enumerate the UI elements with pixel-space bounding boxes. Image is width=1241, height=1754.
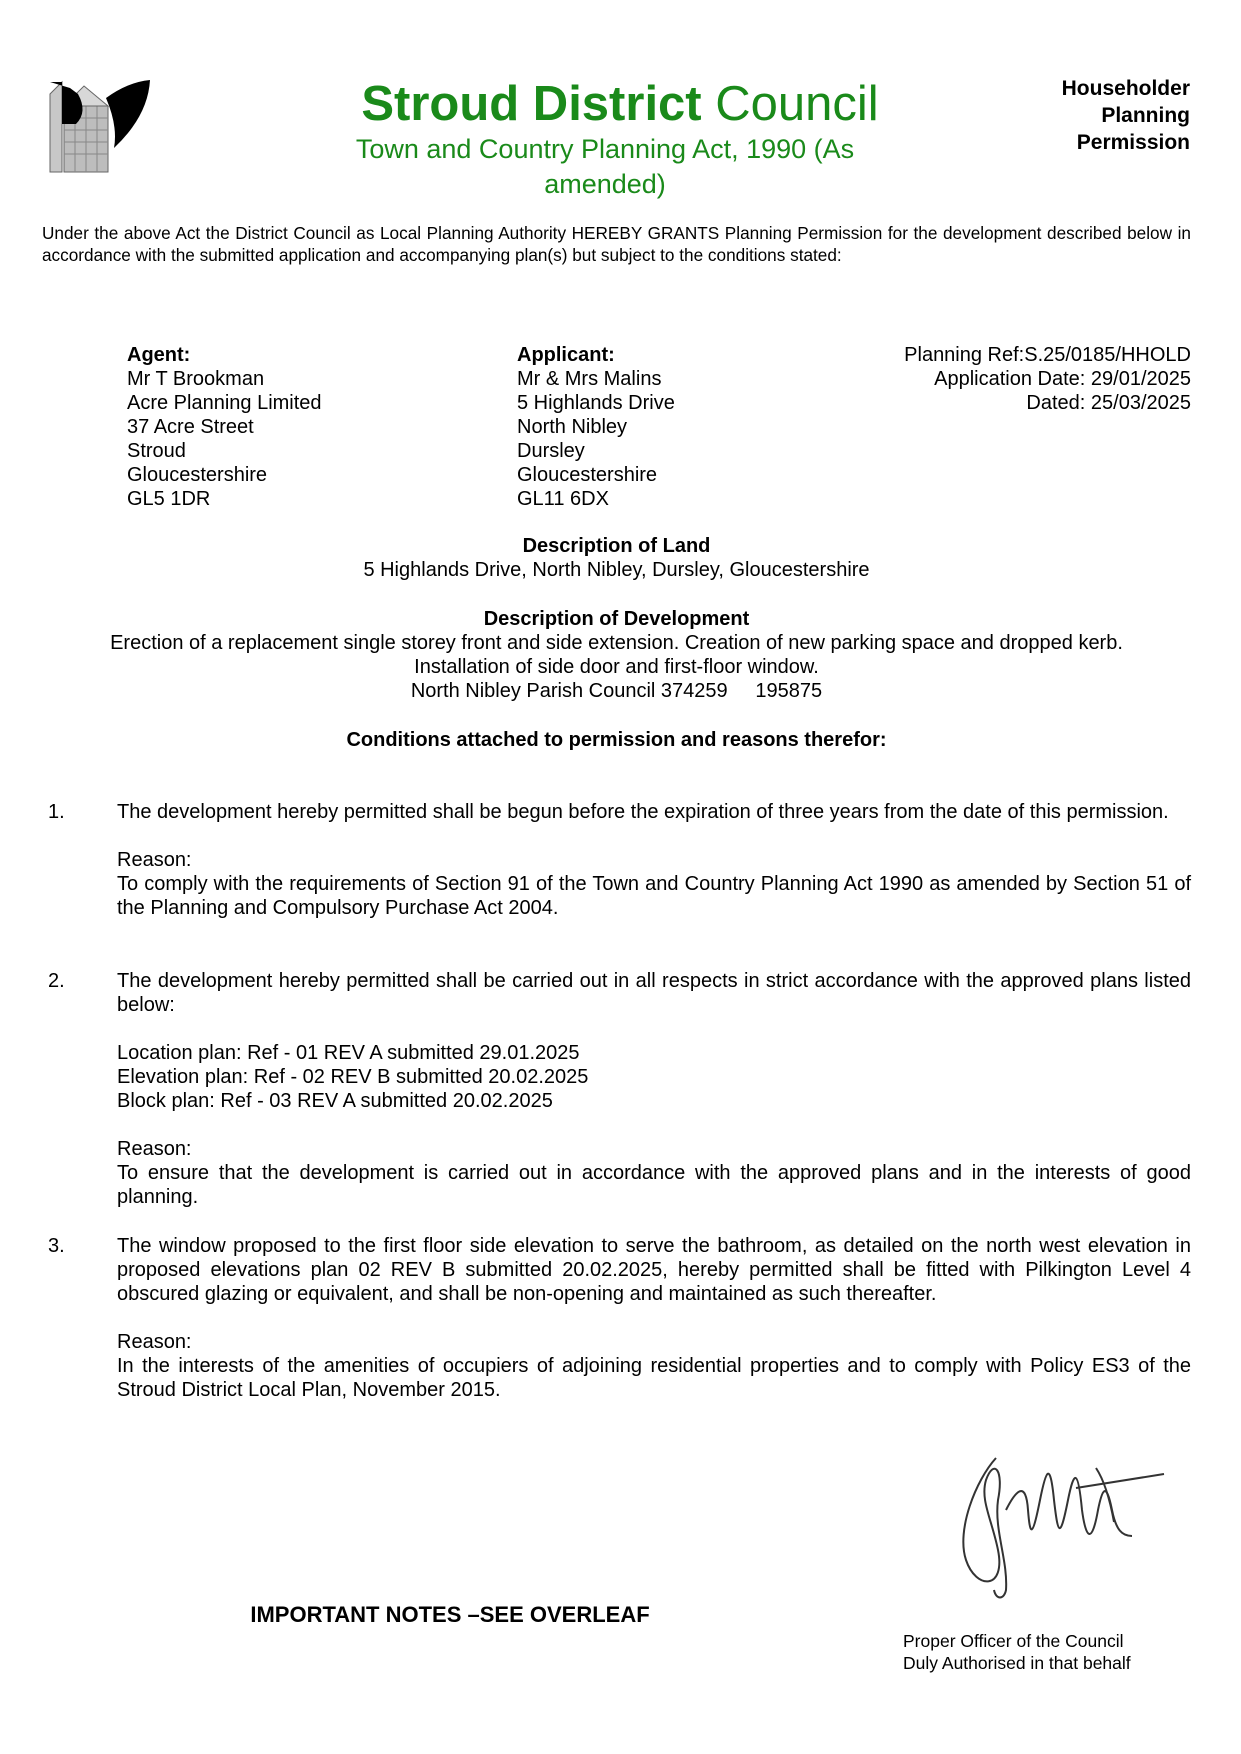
council-name-rest: Council (715, 77, 879, 131)
land-text: 5 Highlands Drive, North Nibley, Dursley, Gloucestershire (363, 559, 870, 581)
important-notes: IMPORTANT NOTES –SEE OVERLEAF (250, 1602, 650, 1627)
condition-number: 2. (48, 970, 65, 992)
agent-line: GL5 1DR (127, 488, 211, 510)
development-section (42, 607, 1191, 703)
officer-line: Duly Authorised in that behalf (903, 1653, 1131, 1673)
reason-text: To ensure that the development is carried out in accordance with the approved plans and in the interests of good planning. (117, 1162, 1191, 1208)
applicant-line: 5 Highlands Drive (517, 392, 675, 414)
condition-item (42, 800, 1191, 944)
agent-line: Acre Planning Limited (127, 392, 322, 414)
condition-number: 3. (48, 1235, 65, 1257)
condition-text: The development hereby permitted shall be carried out in all respects in strict accordance with the approved plans listed below: (117, 970, 1191, 1016)
permission-type (1000, 75, 1190, 156)
reason-text: In the interests of the amenities of occupiers of adjoining residential properties and to comply with Policy ES3 of the Stroud District Local Plan, November 2015. (117, 1355, 1191, 1401)
agent-line: Mr T Brookman (127, 368, 265, 390)
agent-line: Gloucestershire (127, 464, 268, 486)
land-heading: Description of Land (522, 535, 711, 557)
applicant-line: GL11 6DX (517, 488, 609, 510)
application-date: Application Date: 29/01/2025 (934, 368, 1191, 390)
permission-type-line: Householder (1061, 77, 1190, 100)
land-section (42, 534, 1191, 582)
reason-label: Reason: (117, 1138, 192, 1160)
condition-item (42, 969, 1191, 1233)
officer-line: Proper Officer of the Council (903, 1631, 1124, 1651)
applicant-line: North Nibley (517, 416, 628, 438)
agent-line: Stroud (127, 440, 186, 462)
plan-line: Elevation plan: Ref - 02 REV B submitted 20.02.2025 (117, 1066, 589, 1088)
reference-block (800, 343, 1191, 415)
agent-label: Agent: (127, 344, 191, 366)
act-title: Town and Country Planning Act, 1990 (As amended) (355, 134, 855, 199)
applicant-line: Gloucestershire (517, 464, 658, 486)
permission-type-line: Planning (1101, 104, 1190, 127)
council-logo (48, 76, 152, 174)
dated: Dated: 25/03/2025 (1026, 392, 1191, 414)
permission-type-line: Permission (1076, 131, 1190, 154)
signature (936, 1440, 1172, 1610)
development-line: Installation of side door and first-floor window. (414, 656, 819, 678)
development-line: North Nibley Parish Council 374259 195875 (410, 680, 823, 702)
reason-label: Reason: (117, 849, 192, 871)
development-line: Erection of a replacement single storey front and side extension. Creation of new parking space and dropped kerb. (110, 632, 1123, 654)
conditions-heading: Conditions attached to permission and reasons therefor: (346, 729, 887, 751)
planning-ref: Planning Ref:S.25/0185/HHOLD (904, 344, 1191, 366)
applicant-line: Mr & Mrs Malins (517, 368, 662, 390)
plan-line: Block plan: Ref - 03 REV A submitted 20.02.2025 (117, 1090, 553, 1112)
agent-line: 37 Acre Street (127, 416, 254, 438)
intro-paragraph: Under the above Act the District Council as Local Planning Authority HEREBY GRANTS Planning Permission for the development described below in accordance with the submitted application and accompanying plan(s) but subject to the conditions stated: (42, 223, 1191, 265)
officer-block (903, 1630, 1131, 1674)
applicant-line: Dursley (517, 440, 585, 462)
council-name-bold: Stroud District (361, 77, 702, 131)
applicant-label: Applicant: (517, 344, 615, 366)
condition-text: The window proposed to the first floor side elevation to serve the bathroom, as detailed on the north west elevation in proposed elevations plan 02 REV B submitted 20.02.2025, hereby permitted shall be fitted with Pilkington Level 4 obscured glazing or equivalent, and shall be non-opening and maintained as such thereafter. (117, 1235, 1191, 1305)
applicant-block (517, 343, 675, 511)
condition-item (42, 1234, 1191, 1426)
reason-label: Reason: (117, 1331, 192, 1353)
plan-line: Location plan: Ref - 01 REV A submitted 29.01.2025 (117, 1042, 580, 1064)
condition-number: 1. (48, 801, 65, 823)
council-name (270, 76, 970, 132)
agent-block (127, 343, 322, 511)
condition-text: The development hereby permitted shall be begun before the expiration of three years from the date of this permission. (117, 801, 1169, 823)
development-heading: Description of Development (483, 608, 750, 630)
reason-text: To comply with the requirements of Section 91 of the Town and Country Planning Act 1990 as amended by Section 51 of the Planning and Compulsory Purchase Act 2004. (117, 873, 1191, 919)
